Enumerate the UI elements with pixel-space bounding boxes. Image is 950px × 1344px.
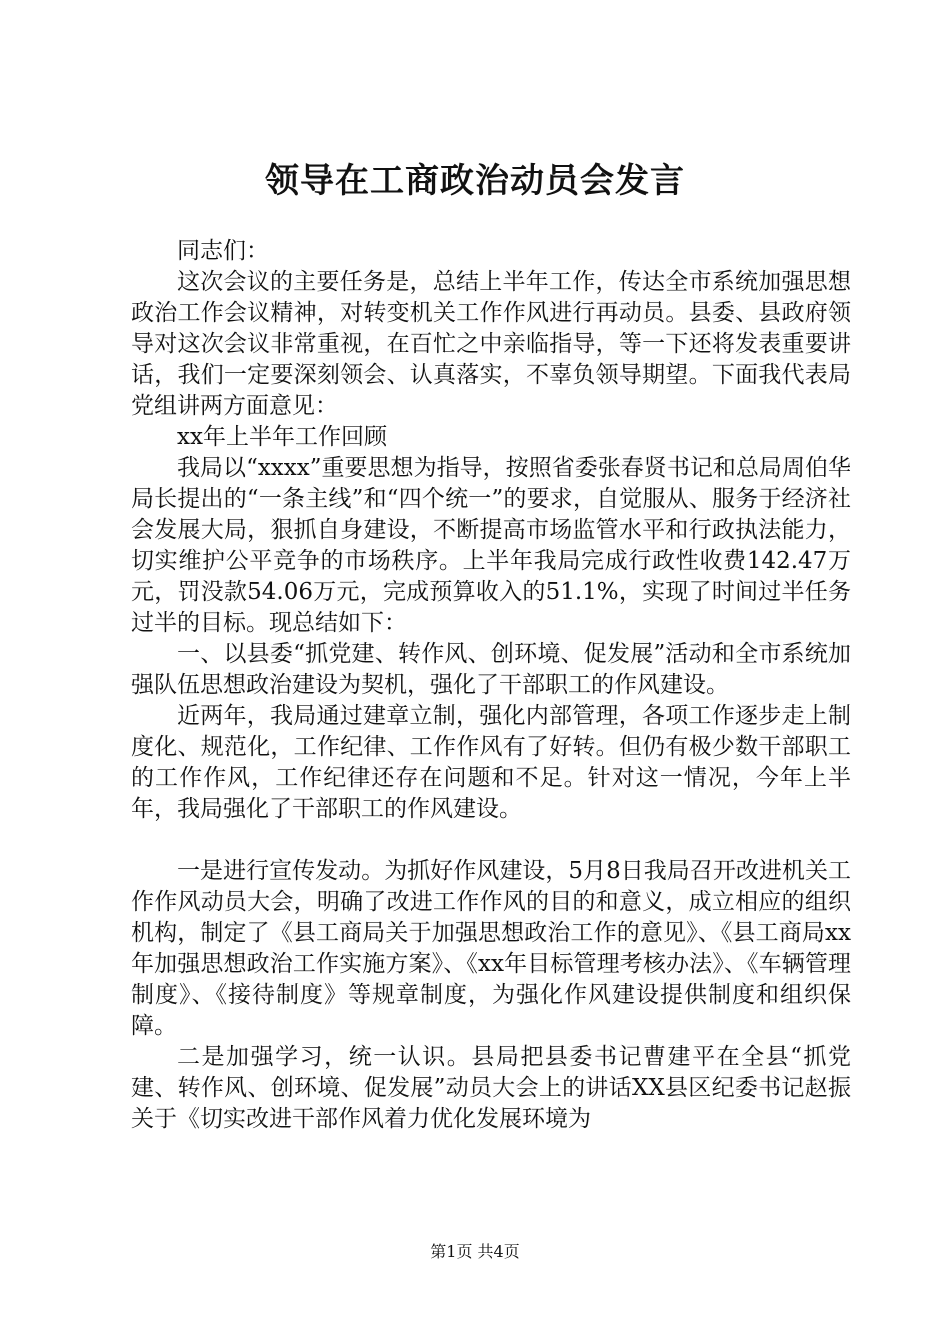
section-heading: xx年上半年工作回顾 xyxy=(177,424,387,450)
background-paragraph: 近两年，我局通过建章立制，强化内部管理，各项工作逐步走上制度化、规范化，工作纪律、工作作风有了好转。但仍有极少数干部职工的工作作风，工作纪律还存在问题和不足。针对这一情况，今年上半年，我局强化了干部职工的作风建设。 xyxy=(131,703,851,822)
document-title: 领导在工商政治动员会发言 xyxy=(265,161,685,201)
page-number-footer: 第1页 共4页 xyxy=(430,1242,520,1261)
summary-paragraph: 我局以“xxxx”重要思想为指导，按照省委张春贤书记和总局周伯华局长提出的“一条主线”和“四个统一”的要求，自觉服从、服务于经济社会发展大局，狠抓自身建设，不断提高市场监管水平和行政执法能力，切实维护公平竞争的市场秩序。上半年我局完成行政性收费142.47万元，罚没款54.06万元，完成预算收入的51.1%，实现了时间过半任务过半的目标。现总结如下： xyxy=(131,455,851,636)
intro-paragraph: 这次会议的主要任务是，总结上半年工作，传达全市系统加强思想政治工作会议精神，对转变机关工作作风进行再动员。县委、县政府领导对这次会议非常重视，在百忙之中亲临指导，等一下还将发表重要讲话，我们一定要深刻领会、认真落实，不辜负领导期望。下面我代表局党组讲两方面意见： xyxy=(131,269,851,419)
measure-two-paragraph: 二是加强学习，统一认识。县局把县委书记曹建平在全县“抓党建、转作风、创环境、促发展”动员大会上的讲话XX县区纪委书记赵振关于《切实改进干部作风着力优化发展环境为 xyxy=(131,1044,851,1132)
measure-one-paragraph: 一是进行宣传发动。为抓好作风建设，5月8日我局召开改进机关工作作风动员大会，明确了改进工作作风的目的和意义，成立相应的组织机构，制定了《县工商局关于加强思想政治工作的意见》、《县工商局xx年加强思想政治工作实施方案》、《xx年目标管理考核办法》、《车辆管理制度》、《接待制度》等规章制度，为强化作风建设提供制度和组织保障。 xyxy=(131,858,851,1039)
document-body xyxy=(131,236,851,1135)
point-one-heading: 一、以县委“抓党建、转作风、创环境、促发展”活动和全市系统加强队伍思想政治建设为契机，强化了干部职工的作风建设。 xyxy=(131,641,851,698)
salutation-paragraph: 同志们： xyxy=(177,238,269,264)
